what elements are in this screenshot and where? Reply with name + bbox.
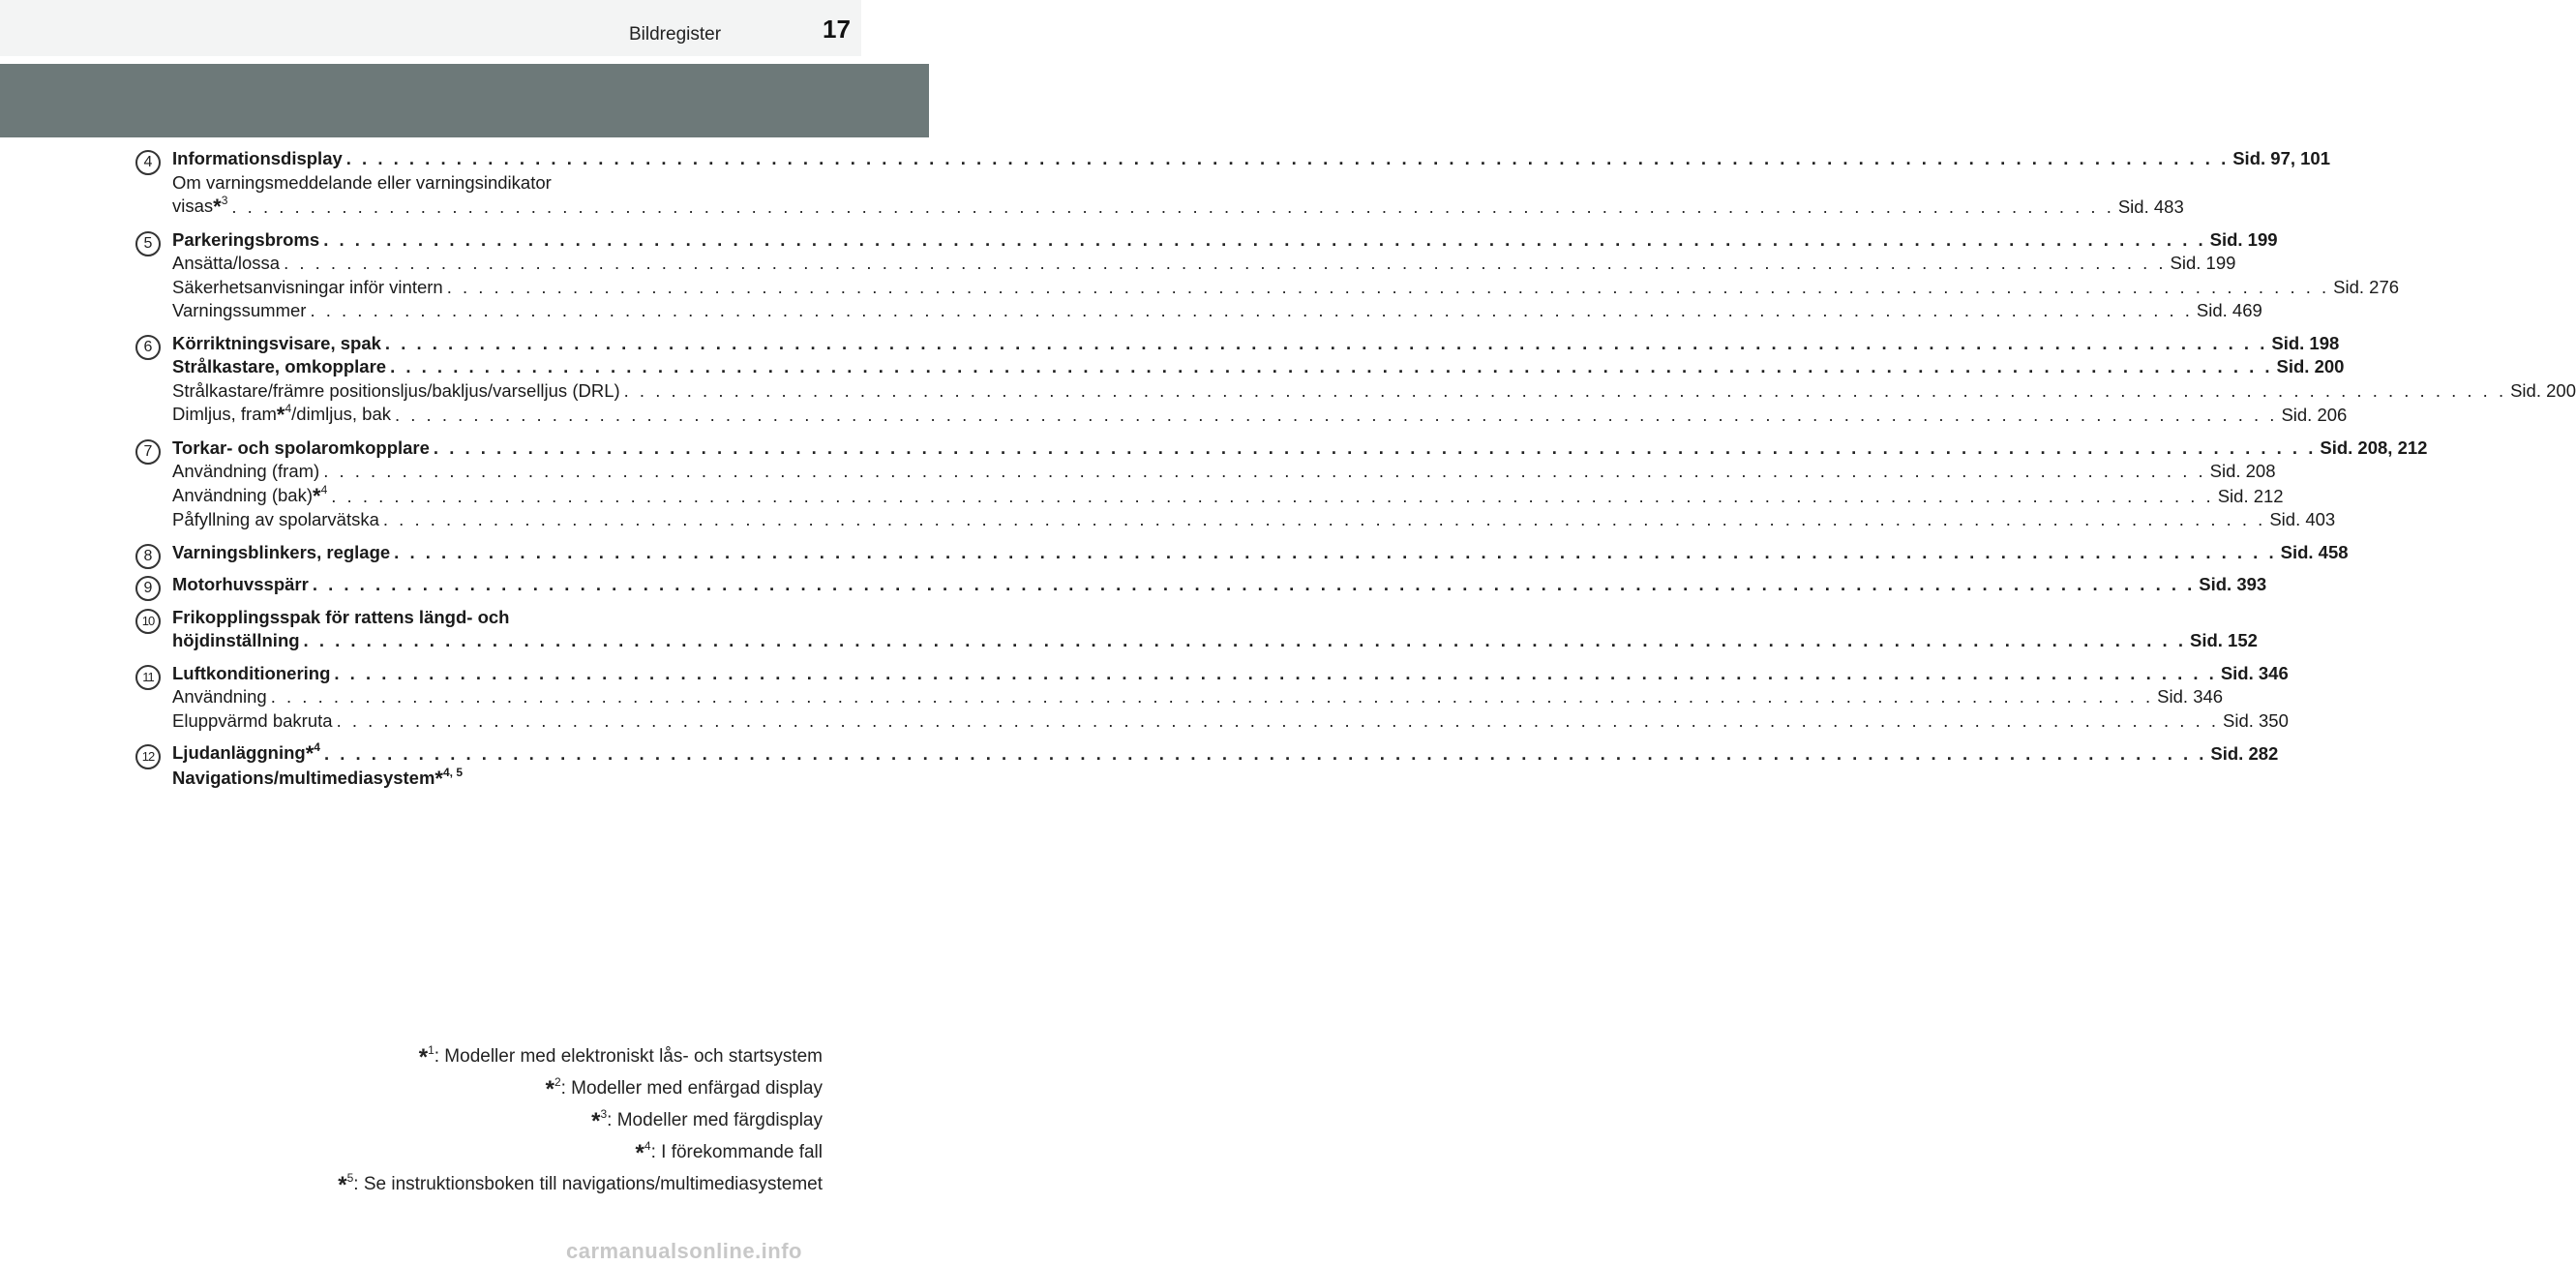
page-reference[interactable]: Sid. 199 <box>2209 228 2278 250</box>
footnote-asterisk: * <box>313 483 321 508</box>
dot-leader: . . . . . . . . . . . . . . . . . . . . . . . . . . . . . . . . . . . . . . . . . . . . . . . . . . . . . . . . . . . . . . . . . . . . . . . . . . . . . . . . . . . . . . . . . . . . . . . . . . . . . . . . . . . . . . . . . . . . . . . . <box>382 509 2266 529</box>
entry-label: Varningssummer <box>172 300 307 320</box>
index-heading <box>172 606 786 630</box>
page-reference[interactable]: Sid. 152 <box>2189 630 2258 650</box>
entry-label: Luftkonditionering <box>172 662 331 683</box>
dot-leader: . . . . . . . . . . . . . . . . . . . . . . . . . . . . . . . . . . . . . . . . . . . . . . . . . . . . . . . . . . . . . . . . . . . . . . . . . . . . . . . . . . . . . . . . . . . . . . . . . . . . . . . . . . . . . . . . . . . . . . . . <box>284 253 2167 273</box>
entry-label: Varningsblinkers, reglage <box>172 541 391 562</box>
page-header <box>0 0 929 58</box>
page-reference[interactable]: Sid. 346 <box>2157 686 2224 707</box>
dot-leader: . . . . . . . . . . . . . . . . . . . . . . . . . . . . . . . . . . . . . . . . . . . . . . . . . . . . . . . . . . . . . . . . . . . . . . . . . . . . . . . . . . . . . . . . . . . . . . . . . . . . . . . . . . . . . . . . . . . . . . . . <box>433 437 2317 458</box>
callout-number-badge: 7 <box>135 439 161 465</box>
index-heading <box>172 629 2258 653</box>
entry-label: Motorhuvsspärr <box>172 574 309 594</box>
callout-number-badge: 10 <box>135 609 161 634</box>
footnote-text: : I förekommande fall <box>650 1142 823 1162</box>
watermark: carmanualsonline.info <box>566 1239 802 1263</box>
callout-number-badge: 6 <box>135 335 161 360</box>
footnotes <box>338 1041 823 1201</box>
footnote-asterisk: * <box>276 403 285 427</box>
index-group <box>135 662 2289 734</box>
index-entry <box>172 276 2400 300</box>
index-entry <box>172 299 2262 323</box>
page-reference[interactable]: Sid. 198 <box>2271 332 2340 353</box>
footnote-number: 2 <box>554 1075 561 1089</box>
index-group <box>135 606 2258 653</box>
entry-label: Eluppvärmd bakruta <box>172 709 333 731</box>
footnote-asterisk: * <box>545 1076 554 1102</box>
index-entry <box>172 482 2284 509</box>
index-group <box>135 228 2400 323</box>
footnote-text: : Se instruktionsboken till navigations/multimediasystemet <box>353 1174 823 1194</box>
footnote <box>338 1073 823 1105</box>
dot-leader: . . . . . . . . . . . . . . . . . . . . . . . . . . . . . . . . . . . . . . . . . . . . . . . . . . . . . . . . . . . . . . . . . . . . . . . . . . . . . . . . . . . . . . . . . . . . . . . . . . . . . . . . . . . . . . . . . . . . . . . . <box>623 379 2507 401</box>
dot-leader: . . . . . . . . . . . . . . . . . . . . . . . . . . . . . . . . . . . . . . . . . . . . . . . . . . . . . . . . . . . . . . . . . . . . . . . . . . . . . . . . . . . . . . . . . . . . . . . . . . . . . . . . . . . . . . . . . . . . . . . . <box>323 743 2207 764</box>
callout-number-badge: 9 <box>135 576 161 601</box>
footnote-ref: 4 <box>285 402 292 415</box>
footnote-text: : Modeller med färgdisplay <box>607 1110 823 1130</box>
page-reference[interactable]: Sid. 208 <box>2209 461 2276 481</box>
page-reference[interactable]: Sid. 458 <box>2280 541 2349 562</box>
footnote-asterisk: * <box>635 1140 644 1166</box>
footnote <box>338 1137 823 1169</box>
dot-leader: . . . . . . . . . . . . . . . . . . . . . . . . . . . . . . . . . . . . . . . . . . . . . . . . . . . . . . . . . . . . . . . . . . . . . . . . . . . . . . . . . . . . . . . . . . . . . . . . . . . . . . . . . . . . . . . . . . . . . . . . <box>231 196 2114 217</box>
dot-leader: . . . . . . . . . . . . . . . . . . . . . . . . . . . . . . . . . . . . . . . . . . . . . . . . . . . . . . . . . . . . . . . . . . . . . . . . . . . . . . . . . . . . . . . . . . . . . . . . . . . . . . . . . . . . . . . . . . . . . . . . <box>334 662 2217 683</box>
index-list <box>135 147 2576 799</box>
dot-leader: . . . . . . . . . . . . . . . . . . . . . . . . . . . . . . . . . . . . . . . . . . . . . . . . . . . . . . . . . . . . . . . . . . . . . . . . . . . . . . . . . . . . . . . . . . . . . . . . . . . . . . . . . . . . . . . . . . . . . . . . <box>312 574 2196 594</box>
index-heading <box>172 355 2345 379</box>
dot-leader: . . . . . . . . . . . . . . . . . . . . . . . . . . . . . . . . . . . . . . . . . . . . . . . . . . . . . . . . . . . . . . . . . . . . . . . . . . . . . . . . . . . . . . . . . . . . . . . . . . . . . . . . . . . . . . . . . . . . . . . . <box>323 228 2206 250</box>
entry-label: Torkar- och spolaromkopplare <box>172 437 430 458</box>
section-title: Bildregister <box>629 24 722 45</box>
footnote-ref: 4 <box>320 482 328 497</box>
dot-leader: . . . . . . . . . . . . . . . . . . . . . . . . . . . . . . . . . . . . . . . . . . . . . . . . . . . . . . . . . . . . . . . . . . . . . . . . . . . . . . . . . . . . . . . . . . . . . . . . . . . . . . . . . . . . . . . . . . . . . . . . <box>395 405 2278 425</box>
dot-leader: . . . . . . . . . . . . . . . . . . . . . . . . . . . . . . . . . . . . . . . . . . . . . . . . . . . . . . . . . . . . . . . . . . . . . . . . . . . . . . . . . . . . . . . . . . . . . . . . . . . . . . . . . . . . . . . . . . . . . . . . <box>331 485 2214 506</box>
footnote-asterisk: * <box>591 1108 601 1134</box>
page-reference[interactable]: Sid. 208, 212 <box>2320 437 2428 458</box>
page-reference[interactable]: Sid. 97, 101 <box>2232 148 2331 168</box>
entry-label: Användning <box>172 686 267 707</box>
page-reference[interactable]: Sid. 282 <box>2210 743 2279 764</box>
entry-label: Om varningsmeddelande eller varningsindikator <box>172 171 552 193</box>
dot-leader: . . . . . . . . . . . . . . . . . . . . . . . . . . . . . . . . . . . . . . . . . . . . . . . . . . . . . . . . . . . . . . . . . . . . . . . . . . . . . . . . . . . . . . . . . . . . . . . . . . . . . . . . . . . . . . . . . . . . . . . . <box>345 148 2230 168</box>
dot-leader: . . . . . . . . . . . . . . . . . . . . . . . . . . . . . . . . . . . . . . . . . . . . . . . . . . . . . . . . . . . . . . . . . . . . . . . . . . . . . . . . . . . . . . . . . . . . . . . . . . . . . . . . . . . . . . . . . . . . . . . . <box>384 332 2268 353</box>
page-number: 17 <box>823 15 851 44</box>
index-heading <box>172 573 2267 597</box>
index-heading <box>172 147 2331 171</box>
dot-leader: . . . . . . . . . . . . . . . . . . . . . . . . . . . . . . . . . . . . . . . . . . . . . . . . . . . . . . . . . . . . . . . . . . . . . . . . . . . . . . . . . . . . . . . . . . . . . . . . . . . . . . . . . . . . . . . . . . . . . . . . <box>390 356 2273 376</box>
page-reference[interactable]: Sid. 199 <box>2170 253 2236 273</box>
header-band <box>0 64 929 137</box>
footnote-number: 5 <box>346 1171 354 1185</box>
entry-label: Påfyllning av spolarvätska <box>172 509 379 529</box>
page-reference[interactable]: Sid. 206 <box>2281 405 2348 425</box>
entry-label: visas*$^3$ <box>172 194 228 219</box>
index-entry <box>172 194 2184 220</box>
index-heading <box>172 228 2278 253</box>
dot-leader: . . . . . . . . . . . . . . . . . . . . . . . . . . . . . . . . . . . . . . . . . . . . . . . . . . . . . . . . . . . . . . . . . . . . . . . . . . . . . . . . . . . . . . . . . . . . . . . . . . . . . . . . . . . . . . . . . . . . . . . . <box>270 686 2154 707</box>
footnote-number: 1 <box>428 1043 434 1057</box>
index-group <box>135 573 2267 597</box>
entry-label: Frikopplingsspak för rattens längd- och <box>172 606 510 627</box>
dot-leader: . . . . . . . . . . . . . . . . . . . . . . . . . . . . . . . . . . . . . . . . . . . . . . . . . . . . . . . . . . . . . . . . . . . . . . . . . . . . . . . . . . . . . . . . . . . . . . . . . . . . . . . . . . . . . . . . . . . . . . . . <box>394 541 2277 562</box>
index-entry <box>172 171 786 196</box>
page-reference[interactable]: Sid. 200 <box>2276 356 2345 376</box>
index-heading <box>172 332 2340 356</box>
footnote-text: : Modeller med elektroniskt lås- och startsystem <box>434 1046 823 1067</box>
index-entry <box>172 402 2348 428</box>
entry-label: Strålkastare/främre positionsljus/bakljus/varselljus (DRL) <box>172 379 620 401</box>
footnote-asterisk: * <box>418 1044 429 1070</box>
footnote-ref: 4 <box>314 740 320 754</box>
page-reference[interactable]: Sid. 200 <box>2510 379 2576 401</box>
dot-leader: . . . . . . . . . . . . . . . . . . . . . . . . . . . . . . . . . . . . . . . . . . . . . . . . . . . . . . . . . . . . . . . . . . . . . . . . . . . . . . . . . . . . . . . . . . . . . . . . . . . . . . . . . . . . . . . . . . . . . . . . <box>310 300 2193 320</box>
index-group <box>135 541 2349 565</box>
index-group <box>135 740 2279 791</box>
entry-label: Ansätta/lossa <box>172 253 281 273</box>
footnote-asterisk: * <box>434 766 443 791</box>
callout-number-badge: 5 <box>135 231 161 256</box>
index-group <box>135 437 2428 532</box>
index-heading <box>172 662 2289 686</box>
entry-label: Informationsdisplay <box>172 148 343 168</box>
entry-label: höjdinställning <box>172 630 300 650</box>
page-reference[interactable]: Sid. 346 <box>2220 662 2289 683</box>
index-heading <box>172 541 2349 565</box>
footnote-ref: 4, 5 <box>442 765 463 779</box>
footnote-text: : Modeller med enfärgad display <box>560 1078 823 1099</box>
entry-label: Säkerhetsanvisningar inför vintern <box>172 276 443 297</box>
index-entry <box>172 460 2276 484</box>
footnote-asterisk: * <box>338 1172 347 1198</box>
index-heading <box>172 437 2428 461</box>
index-entry <box>172 379 2576 404</box>
index-entry <box>172 685 2224 709</box>
index-group <box>135 332 2576 428</box>
entry-label: Ljudanläggning*$^4$ <box>172 740 320 766</box>
index-group <box>135 147 2331 220</box>
dot-leader: . . . . . . . . . . . . . . . . . . . . . . . . . . . . . . . . . . . . . . . . . . . . . . . . . . . . . . . . . . . . . . . . . . . . . . . . . . . . . . . . . . . . . . . . . . . . . . . . . . . . . . . . . . . . . . . . . . . . . . . . <box>446 276 2330 297</box>
index-entry <box>172 709 2289 734</box>
callout-number-badge: 4 <box>135 150 161 175</box>
page-reference[interactable]: Sid. 483 <box>2117 196 2184 217</box>
entry-label: Strålkastare, omkopplare <box>172 356 387 376</box>
entry-label: Körriktningsvisare, spak <box>172 332 381 353</box>
callout-number-badge: 12 <box>135 744 161 769</box>
header-tab <box>0 0 861 56</box>
footnote-number: 3 <box>600 1107 608 1121</box>
page-reference[interactable]: Sid. 403 <box>2269 509 2336 529</box>
footnote <box>338 1169 823 1201</box>
footnote-ref: 3 <box>221 194 228 207</box>
callout-number-badge: 11 <box>135 665 161 690</box>
callout-number-badge: 8 <box>135 544 161 569</box>
dot-leader: . . . . . . . . . . . . . . . . . . . . . . . . . . . . . . . . . . . . . . . . . . . . . . . . . . . . . . . . . . . . . . . . . . . . . . . . . . . . . . . . . . . . . . . . . . . . . . . . . . . . . . . . . . . . . . . . . . . . . . . . <box>303 630 2186 650</box>
entry-label: Användning (bak)*$^4$ <box>172 482 328 508</box>
footnote-asterisk: * <box>305 741 315 766</box>
page-reference[interactable]: Sid. 469 <box>2196 300 2262 320</box>
page-reference[interactable]: Sid. 350 <box>2223 709 2289 731</box>
index-heading <box>172 740 2279 767</box>
index-entry <box>172 252 2236 276</box>
index-entry <box>172 508 2336 532</box>
dot-leader: . . . . . . . . . . . . . . . . . . . . . . . . . . . . . . . . . . . . . . . . . . . . . . . . . . . . . . . . . . . . . . . . . . . . . . . . . . . . . . . . . . . . . . . . . . . . . . . . . . . . . . . . . . . . . . . . . . . . . . . . <box>336 709 2219 731</box>
entry-label: Dimljus, fram*$^4$/dimljus, bak <box>172 402 391 427</box>
page-reference[interactable]: Sid. 212 <box>2217 485 2284 506</box>
entry-label: Navigations/multimediasystem*$^{4, 5}$ <box>172 765 463 791</box>
footnote-number: 4 <box>644 1139 651 1153</box>
footnote <box>338 1105 823 1137</box>
page-reference[interactable]: Sid. 393 <box>2199 574 2267 594</box>
index-heading <box>172 767 786 792</box>
page-reference[interactable]: Sid. 276 <box>2333 276 2400 297</box>
entry-label: Parkeringsbroms <box>172 228 320 250</box>
entry-label: Användning (fram) <box>172 461 320 481</box>
dot-leader: . . . . . . . . . . . . . . . . . . . . . . . . . . . . . . . . . . . . . . . . . . . . . . . . . . . . . . . . . . . . . . . . . . . . . . . . . . . . . . . . . . . . . . . . . . . . . . . . . . . . . . . . . . . . . . . . . . . . . . . . <box>323 461 2206 481</box>
footnote-asterisk: * <box>213 195 222 219</box>
footnote <box>338 1041 823 1073</box>
